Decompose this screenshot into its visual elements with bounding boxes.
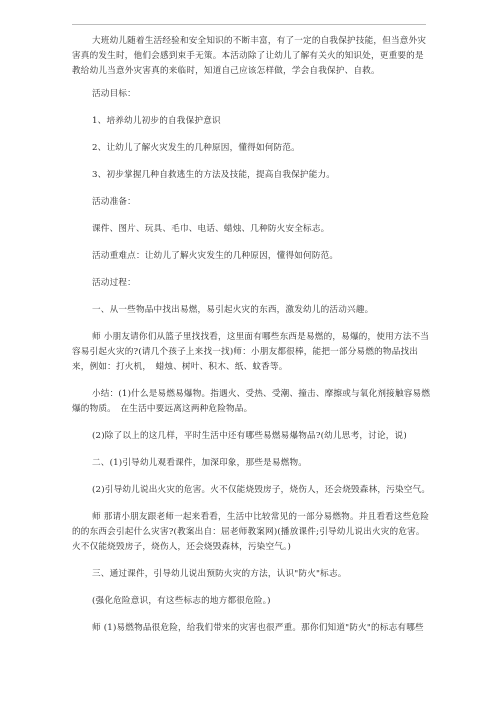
- step-2-teacher-talk: 师 那请小朋友跟老师一起来看看，生活中比较常见的一部分易燃物。并且看看这些危险的的东西会引起什么灾害?(教案出自：屈老师教案网)(播放课件;引导幼儿说出火灾的危害。火不仅能烧毁房子，烧伤人，还会烧毁森林，污染空气。): [72, 512, 430, 552]
- goal-item-2: 2、让幼儿了解火灾发生的几种原因，懂得如何防范。: [92, 143, 300, 153]
- intro-paragraph: 大班幼儿随着生活经验和安全知识的不断丰富，有了一定的自我保护技能，但当意外灾害真的发生时，他们会感到束手无策。本活动除了让幼儿了解有关火的知识处，更重要的是教给幼儿当意外灾害真的来临时，知道自己应该怎样做，学会自我保护、自救。: [72, 36, 427, 76]
- key-points: 活动重难点：让幼儿了解火灾发生的几种原因，懂得如何防范。: [92, 251, 339, 261]
- step-3-heading: 三、通过课件，引导幼儿说出预防火灾的方法，认识"防火"标志。: [92, 569, 347, 579]
- step-3-teacher-talk: 师 (1)易燃物品很危险，给我们带来的灾害也很严重。那你们知道"防火"的标志有哪些: [92, 623, 424, 633]
- preparation-heading: 活动准备：: [92, 197, 136, 207]
- step-2-fire-hazards: (2)引导幼儿说出火灾的危害。火不仅能烧毁房子，烧伤人，还会烧毁森林，污染空气。: [92, 485, 431, 495]
- process-heading: 活动过程：: [92, 278, 136, 288]
- goal-item-1: 1、培养幼儿初步的自我保护意识: [92, 116, 221, 126]
- step-1-discussion: (2)除了以上的这几样，平时生活中还有哪些易燃易爆物品?(幼儿思考，讨论，说): [92, 431, 407, 441]
- step-1-teacher-talk: 师 小朋友请你们从篮子里找找看，这里面有哪些东西是易燃的，易爆的，使用方法不当容易引起火灾的?(请几个孩子上来找一找)师：小朋友都很棒，能把一部分易燃的物品找出来，例如：打火机， 蜡烛、树叶、积木、纸、蚊香等。: [72, 332, 430, 372]
- step-1-heading: 一、从一些物品中找出易燃，易引起火灾的东西，激发幼儿的活动兴趣。: [92, 305, 374, 315]
- preparation-list: 课件、图片、玩具、毛巾、电话、蜡烛、几种防火安全标志。: [92, 224, 330, 234]
- goals-heading: 活动目标：: [92, 89, 136, 99]
- step-1-summary: 小结：(1)什么是易燃易爆物。指遇火、受热、受潮、撞击、摩擦或与氧化剂接触容易燃爆的物质。 在生活中要远离这两种危险物品。: [72, 389, 431, 414]
- goal-item-3: 3、初步掌握几种自救逃生的方法及技能，提高自我保护能力。: [92, 170, 336, 180]
- header-rule: [72, 24, 426, 25]
- step-3-note: (强化危险意识，有这些标志的地方都很危险。): [92, 596, 271, 606]
- step-2-heading: 二、(1)引导幼儿观看课件，加深印象，那些是易燃物。: [92, 458, 308, 468]
